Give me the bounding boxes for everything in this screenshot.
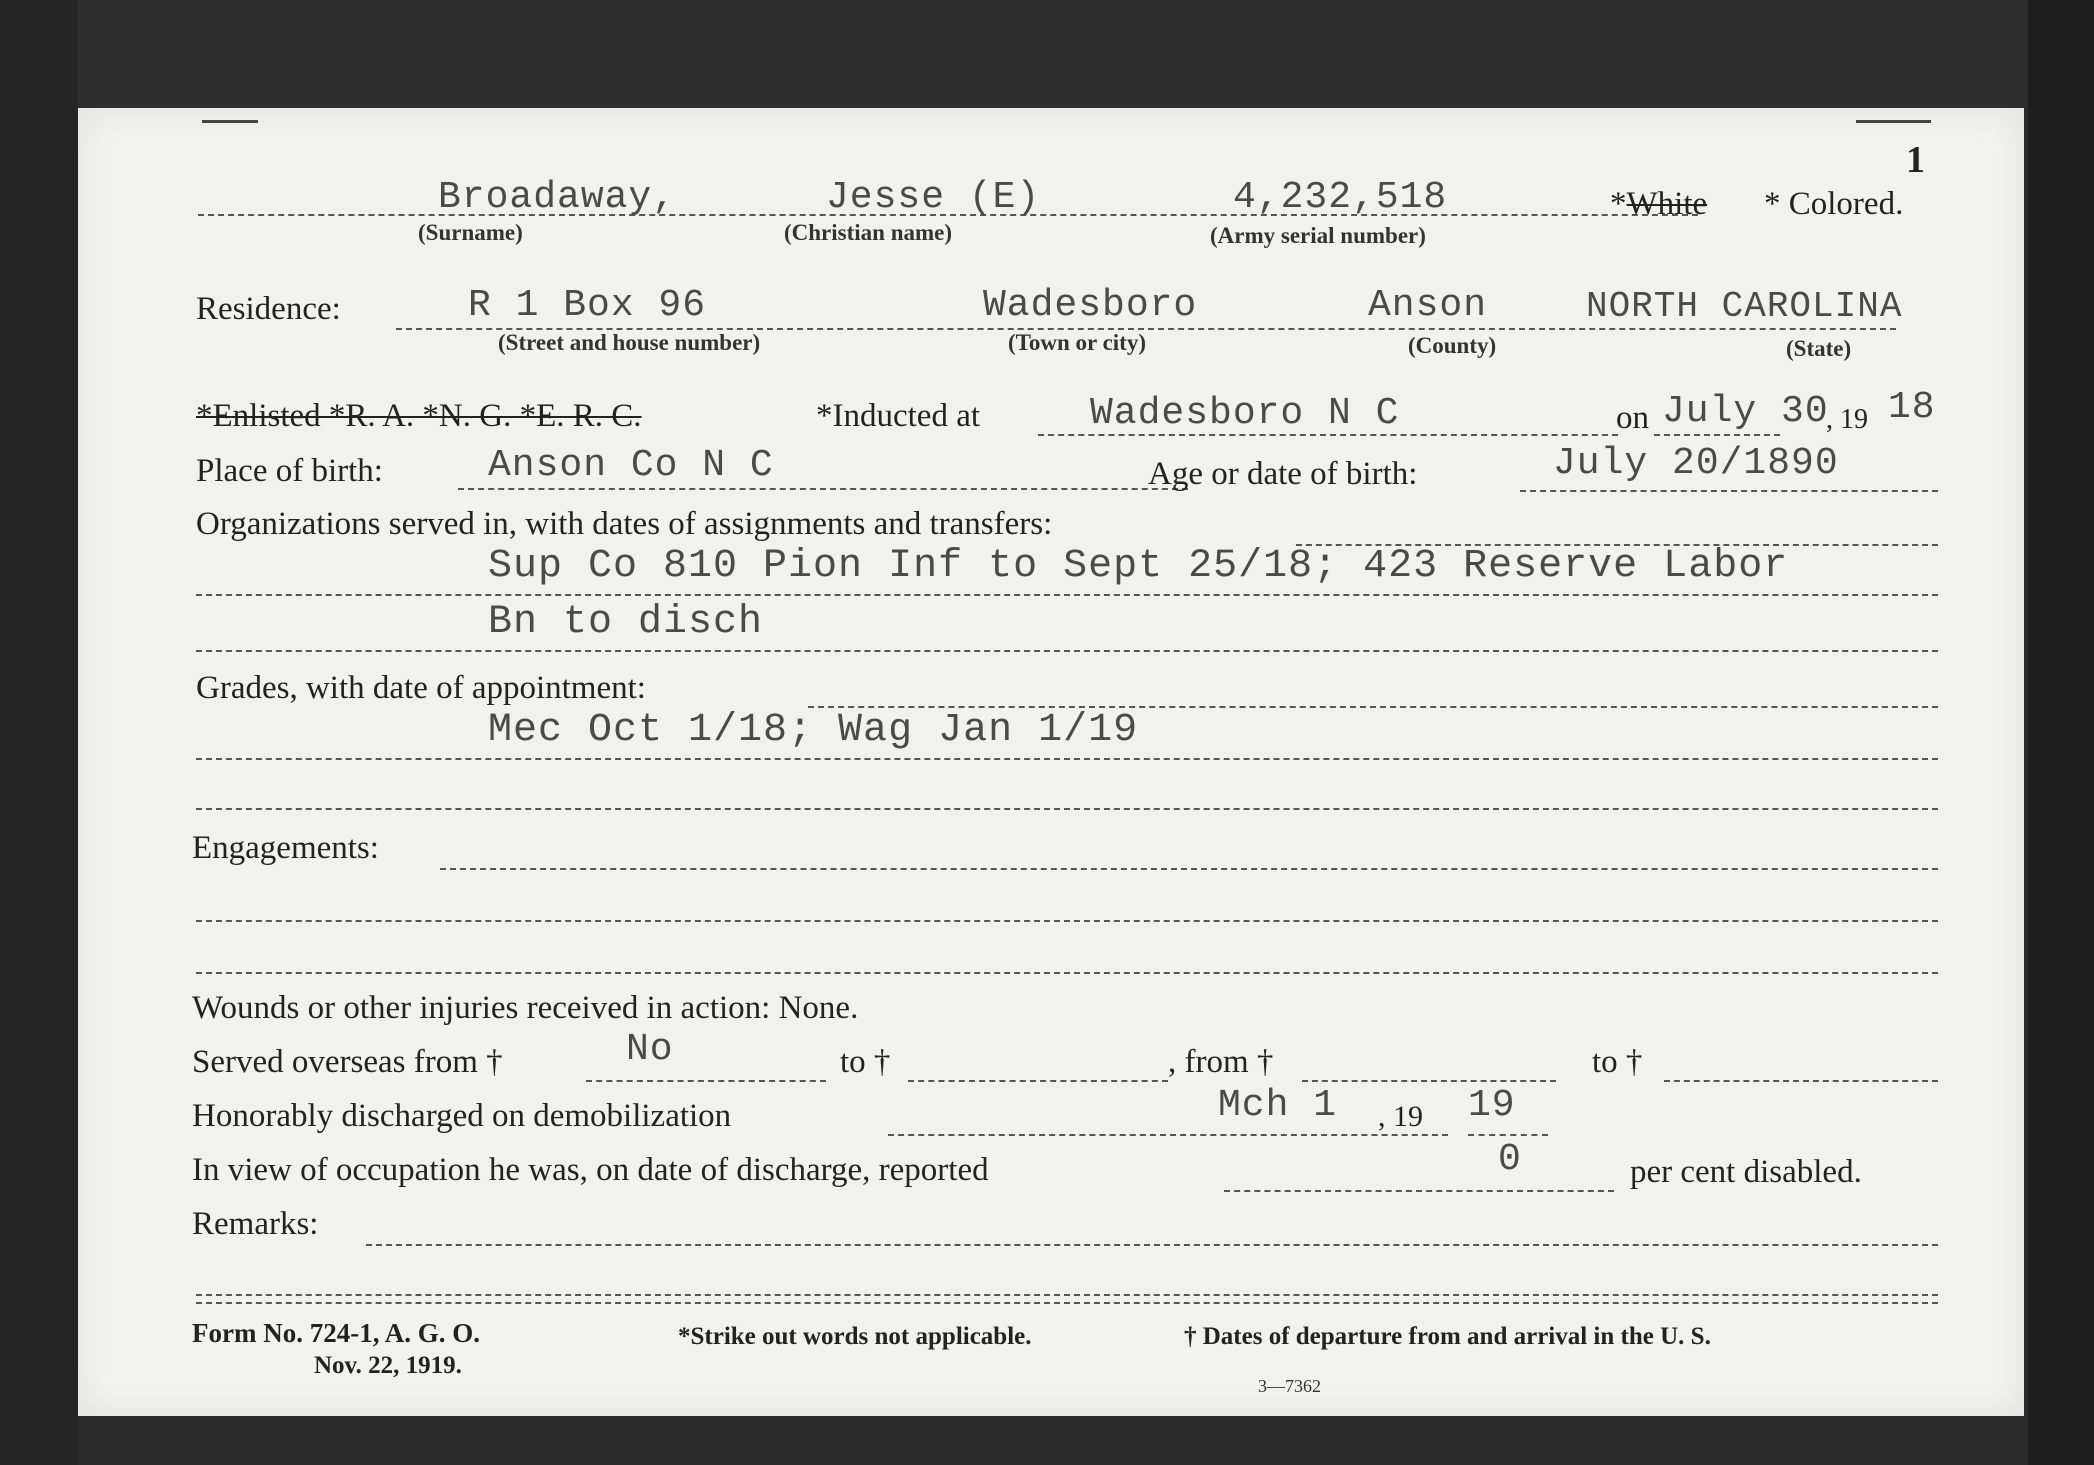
overseas-to-line [908, 1080, 1168, 1082]
serial-number-value: 4,232,518 [1233, 176, 1448, 219]
disability-line [1224, 1190, 1614, 1192]
place-of-birth-line [458, 488, 1188, 490]
discharge-year-prefix: , 19 [1378, 1100, 1423, 1133]
county-label: (County) [1408, 333, 1497, 358]
residence-label: Residence: [196, 291, 341, 327]
remarks-line-1 [196, 1294, 1938, 1296]
inducted-at-value: Wadesboro N C [1090, 392, 1400, 435]
strike-out-note: *Strike out words not applicable. [678, 1323, 1032, 1350]
overseas-from-line [586, 1080, 826, 1082]
remarks-line-0 [366, 1244, 1938, 1246]
scan-background-right [2028, 0, 2094, 1465]
disability-value: 0 [1498, 1138, 1522, 1181]
discharge-label: Honorably discharged on demobilization [192, 1098, 732, 1134]
engagements-line-0 [440, 868, 1938, 870]
organizations-line-2 [196, 650, 1938, 652]
discharge-line [888, 1134, 1448, 1136]
engagements-label: Engagements: [192, 830, 379, 866]
overseas-from-label: Served overseas from † [192, 1044, 503, 1080]
induction-date-value: July 30 [1662, 390, 1829, 433]
surname-label: (Surname) [418, 220, 523, 245]
place-of-birth-value: Anson Co N C [488, 444, 774, 487]
christian-name-label: (Christian name) [784, 220, 953, 245]
organizations-label: Organizations served in, with dates of assignments and transfers: [196, 506, 1053, 542]
discharge-date-value: Mch 1 [1218, 1084, 1338, 1127]
residence-town-value: Wadesboro [983, 284, 1198, 327]
residence-street-value: R 1 Box 96 [468, 284, 707, 327]
scan-background-top [0, 0, 2094, 108]
scan-background-left [0, 0, 78, 1465]
corner-rule [202, 120, 258, 123]
induction-year-value: 18 [1888, 386, 1936, 429]
place-of-birth-label: Place of birth: [196, 453, 383, 489]
form-number: Form No. 724-1, A. G. O. [192, 1318, 480, 1348]
date-of-birth-value: July 20/1890 [1553, 442, 1839, 485]
overseas-from2-line [1302, 1080, 1556, 1082]
discharge-year-line [1468, 1134, 1548, 1136]
induction-year-prefix: , 19 [1826, 404, 1868, 435]
dates-note: † Dates of departure from and arrival in the U. S. [1184, 1323, 1711, 1350]
grades-line-1 [196, 758, 1938, 760]
inducted-at-label: *Inducted at [816, 398, 981, 434]
surname-value: Broadaway, [438, 176, 677, 219]
overseas-to-label: to † [840, 1044, 891, 1080]
engagements-line-1 [196, 920, 1938, 922]
overseas-to2-line [1664, 1080, 1938, 1082]
overseas-to2-label: to † [1592, 1044, 1643, 1080]
race-colored: * Colored. [1764, 186, 1904, 222]
residence-state-value: NORTH CAROLINA [1586, 286, 1903, 327]
residence-county-value: Anson [1368, 284, 1488, 327]
disability-label: In view of occupation he was, on date of discharge, reported [192, 1152, 989, 1188]
organizations-value-line2: Bn to disch [488, 600, 764, 645]
discharge-year-value: 19 [1468, 1084, 1516, 1127]
organizations-value-line1: Sup Co 810 Pion Inf to Sept 25/18; 423 Reserve Labor [488, 544, 1789, 589]
wounds-label: Wounds or other injuries received in action: None. [192, 990, 859, 1026]
age-label: Age or date of birth: [1148, 456, 1418, 492]
corner-rule-right [1856, 120, 1931, 123]
enlistment-options-struck: *Enlisted *R. A. *N. G. *E. R. C. [196, 398, 642, 434]
card-number: 1 [1906, 139, 1925, 181]
christian-name-value: Jesse (E) [826, 176, 1041, 219]
overseas-value: No [626, 1028, 674, 1071]
induction-on-label: on [1616, 400, 1649, 436]
organizations-line-1 [196, 594, 1938, 596]
race-white: *White [1610, 186, 1708, 222]
engagements-line-2 [196, 972, 1938, 974]
grades-line-2 [196, 808, 1938, 810]
form-date: Nov. 22, 1919. [314, 1352, 462, 1379]
remarks-label: Remarks: [192, 1206, 319, 1242]
induction-date-line [1654, 434, 1780, 436]
street-label: (Street and house number) [498, 330, 761, 355]
service-record-card [78, 108, 2024, 1416]
town-label: (Town or city) [1008, 330, 1146, 355]
disability-suffix: per cent disabled. [1630, 1154, 1862, 1190]
age-line [1520, 490, 1938, 492]
overseas-from2-label: , from † [1168, 1044, 1274, 1080]
print-code: 3—7362 [1258, 1376, 1321, 1396]
grades-value: Mec Oct 1/18; Wag Jan 1/19 [488, 708, 1139, 753]
serial-number-label: (Army serial number) [1210, 223, 1426, 248]
grades-label: Grades, with date of appointment: [196, 670, 646, 706]
state-label: (State) [1786, 336, 1852, 361]
remarks-line-2 [196, 1302, 1938, 1304]
